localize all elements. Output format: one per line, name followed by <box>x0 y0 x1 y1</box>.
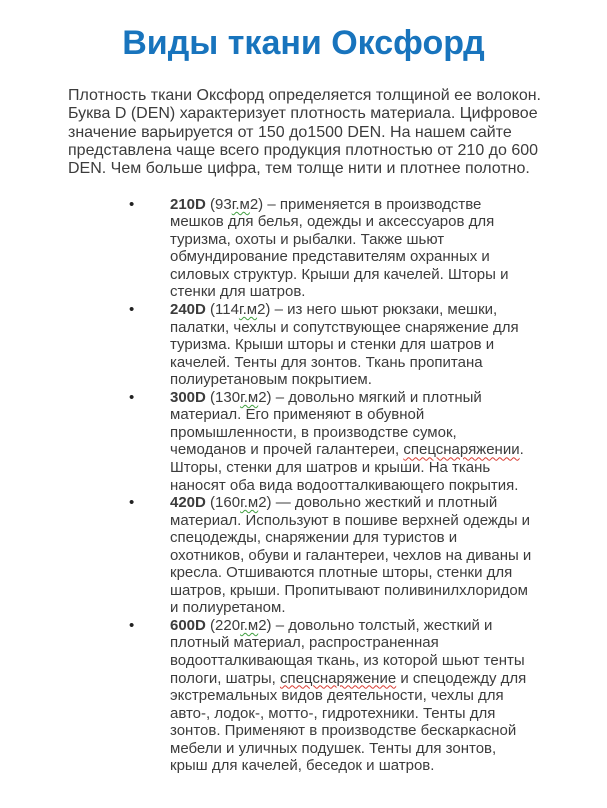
grammar-flagged-text: г.м <box>240 494 259 512</box>
item-text: . Шторы, стенки для шатров и крыши. На ткань наносят оба вида водоотталкивающего покрытия. <box>170 441 524 494</box>
item-text: 2) – применяется в производстве мешков для белья, одежды и аксессуаров для туризма, охоты и рыбалки. Также шьют обмундирование представителям охранных и силовых структур. Крыши для качелей. Шторы и стенки для шатров. <box>170 195 509 301</box>
fabric-list-item-210d <box>129 195 532 301</box>
item-text: (114 <box>205 301 239 319</box>
fabric-list-item-420d <box>129 494 532 617</box>
bullet-icon: • <box>129 616 135 634</box>
grammar-flagged-text: г.м <box>231 195 250 213</box>
bullet-icon: • <box>129 494 135 512</box>
density-label: 300D <box>170 388 206 406</box>
grammar-flagged-text: г.м <box>240 388 259 406</box>
item-text: 2) – довольно толстый, жесткий и плотный материал, распространенная водоотталкивающая ткань, из которой шьют тенты пологи, шатры, <box>170 616 525 687</box>
item-text: (160 <box>205 494 241 512</box>
bullet-icon: • <box>129 388 135 406</box>
fabric-density-list <box>0 196 607 775</box>
bullet-icon: • <box>129 301 135 319</box>
grammar-flagged-text: г.м <box>240 616 259 634</box>
fabric-list-item-600d <box>129 616 532 775</box>
fabric-list-item-300d <box>129 388 532 494</box>
density-label: 240D <box>170 301 206 319</box>
grammar-flagged-text: г.м <box>238 301 258 319</box>
intro-paragraph: Плотность ткани Оксфорд определяется толщиной ее волокон. Буква D (DEN) характеризует плотность материала. Цифровое значение варьируется от 150 до1500 DEN. На нашем сайте представлена чаще всего продукция плотностью от 210 до 600 DEN. Чем больше цифра, тем толще нити и плотнее полотно. <box>68 86 541 178</box>
density-label: 420D <box>170 494 206 512</box>
bullet-icon: • <box>129 195 135 213</box>
density-label: 600D <box>170 616 206 634</box>
item-text: (220 <box>205 616 241 634</box>
page-title: Виды ткани Оксфорд <box>122 24 485 62</box>
fabric-list-item-240d <box>129 301 532 389</box>
misspelled-word: спецснаряжение <box>279 669 397 687</box>
item-text: 2) – довольно мягкий и плотный материал. Его применяют в обувной промышленности, в производстве сумок, чемоданов и прочей галантереи, <box>170 388 482 459</box>
density-label: 210D <box>170 195 206 213</box>
item-text: и спецодежду для экстремальных видов деятельности, чехлы для авто-, лодок-, мотто-, гидротехники. Тенты для зонтов. Применяют в производстве бескаркасной мебели и уличных подушек. Тенты для зонтов, крыш для качелей, беседок и шатров. <box>170 669 527 775</box>
misspelled-word: спецснаряжении <box>403 441 520 459</box>
item-text: (93 <box>205 195 232 213</box>
document-page <box>0 23 607 808</box>
item-text: 2) – из него шьют рюкзаки, мешки, палатки, чехлы и сопутствующее снаряжение для туризма. Крыши шторы и стенки для шатров и качелей. Тенты для зонтов. Ткань пропитана полиуретановым покрытием. <box>170 301 519 389</box>
item-text: 2) — довольно жесткий и плотный материал. Используют в пошиве верхней одежды и спецодежды, снаряжении для туристов и охотников, обуви и галантереи, чехлов на диваны и кресла. Отшиваются плотные шторы, стенки для шатров, крыши. Пропитывают поливинилхлоридом и полиуретаном. <box>170 494 532 617</box>
item-text: (130 <box>205 388 241 406</box>
